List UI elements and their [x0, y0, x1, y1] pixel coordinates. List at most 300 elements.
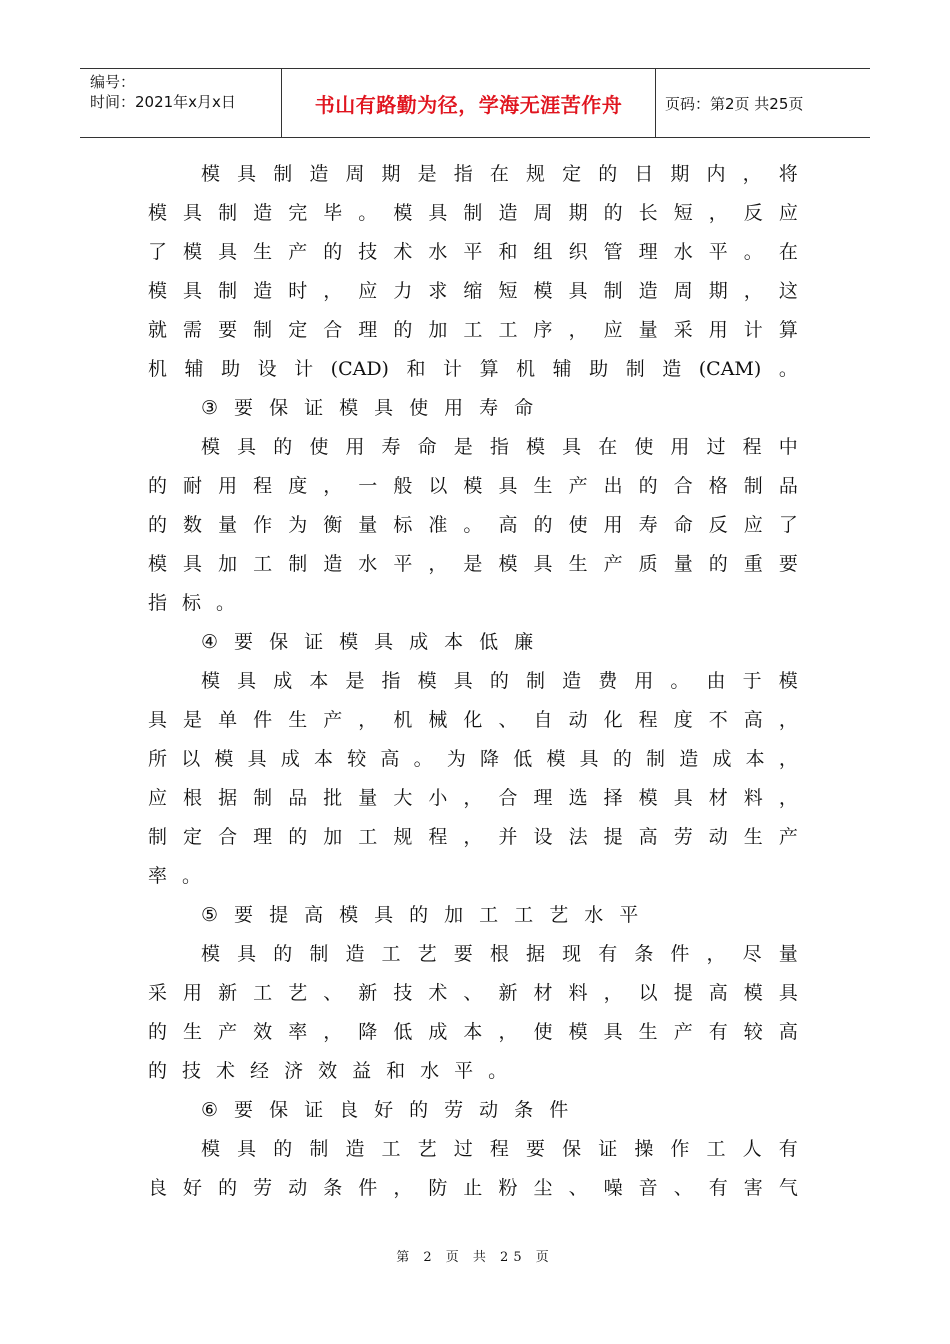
- text-char: 好: [183, 1177, 203, 1199]
- text-token: ④: [201, 631, 219, 653]
- text-char: 低: [479, 631, 499, 653]
- text-char: 作: [670, 1138, 690, 1160]
- text-char: 造: [662, 358, 682, 380]
- text-char: 量: [358, 787, 378, 809]
- text-char: 指: [381, 670, 401, 692]
- text-char: ，: [743, 280, 763, 302]
- body-line: [148, 355, 798, 394]
- text-char: 平: [708, 241, 728, 263]
- text-char: 一: [358, 475, 378, 497]
- text-char: 短: [498, 280, 518, 302]
- text-char: ，: [323, 1021, 343, 1043]
- text-char: 制: [646, 748, 666, 770]
- time-label: 时间：2021年x月x日: [90, 93, 236, 111]
- text-char: 具: [568, 280, 588, 302]
- text-char: 工: [463, 319, 483, 341]
- text-char: 制: [253, 787, 273, 809]
- text-char: 模: [743, 982, 763, 1004]
- text-char: 的: [409, 904, 429, 926]
- text-char: 程: [253, 475, 273, 497]
- text-char: ，: [498, 1021, 518, 1043]
- text-char: 的: [708, 553, 728, 575]
- text-char: 助: [589, 358, 609, 380]
- page-footer: 第 2 页 共 25 页: [396, 1250, 554, 1265]
- text-char: 加: [428, 319, 448, 341]
- section-heading: [148, 1096, 798, 1135]
- text-char: ，: [742, 163, 762, 185]
- text-char: 量: [673, 553, 693, 575]
- text-char: 生: [568, 553, 588, 575]
- text-char: 合: [673, 475, 693, 497]
- body-line: [148, 667, 798, 706]
- text-char: 证: [304, 631, 324, 653]
- text-char: 率: [288, 1021, 308, 1043]
- text-char: 量: [778, 943, 798, 965]
- text-char: 较: [743, 1021, 763, 1043]
- body-line: [148, 1174, 798, 1213]
- text-char: 度: [288, 475, 308, 497]
- text-char: 完: [288, 202, 308, 224]
- text-char: 定: [562, 163, 582, 185]
- text-char: ，: [463, 787, 483, 809]
- text-char: 为: [446, 748, 466, 770]
- text-char: 件: [253, 709, 273, 731]
- text-char: 理: [253, 826, 273, 848]
- text-char: 模: [339, 904, 359, 926]
- text-char: ，: [428, 553, 448, 575]
- text-char: 音: [638, 1177, 658, 1199]
- text-char: 应: [778, 202, 798, 224]
- text-char: 力: [393, 280, 413, 302]
- text-char: 模: [393, 202, 413, 224]
- text-char: 劳: [673, 826, 693, 848]
- text-char: 计: [743, 319, 763, 341]
- text-char: 水: [673, 241, 693, 263]
- text-char: 、: [568, 1177, 588, 1199]
- text-char: 技: [393, 982, 413, 1004]
- text-char: 理: [638, 241, 658, 263]
- text-char: 使: [634, 436, 654, 458]
- text-char: 中: [778, 436, 798, 458]
- text-char: 理: [358, 319, 378, 341]
- text-char: 程: [489, 1138, 509, 1160]
- text-char: 。: [463, 514, 483, 536]
- number-label: 编号：: [90, 73, 136, 91]
- text-char: ，: [778, 709, 798, 731]
- body-line: [148, 238, 798, 277]
- text-char: 。: [778, 358, 798, 380]
- body-line: [148, 316, 798, 355]
- text-char: 不: [708, 709, 728, 731]
- text-char: ，: [323, 475, 343, 497]
- text-char: 具: [237, 163, 257, 185]
- text-char: 制: [309, 1138, 329, 1160]
- text-char: ，: [708, 202, 728, 224]
- text-char: ，: [463, 826, 483, 848]
- text-char: 工: [253, 553, 273, 575]
- text-char: 在: [598, 436, 618, 458]
- text-char: 劳: [253, 1177, 273, 1199]
- text-char: 造: [345, 1138, 365, 1160]
- text-char: 制: [463, 202, 483, 224]
- text-char: 要: [234, 631, 254, 653]
- text-char: 新: [218, 982, 238, 1004]
- text-char: 具: [183, 202, 203, 224]
- text-char: 具: [579, 748, 599, 770]
- text-char: 工: [381, 1138, 401, 1160]
- text-char: 。: [182, 865, 202, 887]
- text-char: 制: [309, 943, 329, 965]
- text-char: 设: [533, 826, 553, 848]
- text-char: 模: [638, 787, 658, 809]
- text-char: 制: [743, 475, 763, 497]
- text-char: 水: [584, 904, 604, 926]
- text-char: 高: [638, 826, 658, 848]
- header-meta: [80, 69, 280, 137]
- text-char: 期: [568, 202, 588, 224]
- text-char: 造: [562, 670, 582, 692]
- text-char: 命: [417, 436, 437, 458]
- text-char: 的: [273, 1138, 293, 1160]
- text-char: 的: [148, 1060, 168, 1082]
- body-line: [148, 433, 798, 472]
- text-char: 用: [345, 436, 365, 458]
- text-char: 机: [516, 358, 536, 380]
- text-char: 制: [218, 280, 238, 302]
- body-line: [148, 940, 798, 979]
- body-line: [148, 1135, 798, 1174]
- text-char: 准: [428, 514, 448, 536]
- text-char: 要: [234, 1099, 254, 1121]
- text-char: 设: [257, 358, 277, 380]
- text-char: 过: [453, 1138, 473, 1160]
- text-char: 用: [670, 436, 690, 458]
- text-char: 单: [218, 709, 238, 731]
- text-char: 率: [148, 865, 168, 887]
- text-char: 械: [428, 709, 448, 731]
- text-char: 技: [182, 1060, 202, 1082]
- text-char: 。: [358, 202, 378, 224]
- text-char: 模: [148, 202, 168, 224]
- text-char: 材: [708, 787, 728, 809]
- text-char: 提: [673, 982, 693, 1004]
- text-char: 期: [381, 163, 401, 185]
- text-char: 低: [393, 1021, 413, 1043]
- text-char: 模: [533, 280, 553, 302]
- text-char: 的: [489, 670, 509, 692]
- text-char: 模: [148, 280, 168, 302]
- text-char: 加: [444, 904, 464, 926]
- text-token: ⑥: [201, 1099, 219, 1121]
- text-char: 耐: [183, 475, 203, 497]
- text-char: 机: [393, 709, 413, 731]
- text-char: 长: [638, 202, 658, 224]
- text-char: 具: [237, 943, 257, 965]
- body-line: [148, 745, 798, 784]
- text-char: 和: [498, 241, 518, 263]
- text-char: 模: [498, 553, 518, 575]
- text-char: 平: [393, 553, 413, 575]
- text-char: 采: [673, 319, 693, 341]
- text-char: 证: [598, 1138, 618, 1160]
- text-char: 并: [498, 826, 518, 848]
- text-char: 较: [347, 748, 367, 770]
- text-char: 用: [708, 319, 728, 341]
- text-char: 计: [443, 358, 463, 380]
- text-char: ，: [323, 280, 343, 302]
- text-char: 标: [393, 514, 413, 536]
- text-char: 了: [778, 514, 798, 536]
- text-char: 动: [568, 709, 588, 731]
- text-char: 产: [603, 553, 623, 575]
- text-char: 工: [498, 319, 518, 341]
- body-line: [148, 589, 798, 628]
- text-char: 保: [562, 1138, 582, 1160]
- text-char: 衡: [323, 514, 343, 536]
- text-char: 动: [708, 826, 728, 848]
- text-char: 。: [670, 670, 690, 692]
- text-char: 尽: [742, 943, 762, 965]
- text-char: 提: [603, 826, 623, 848]
- text-char: 的: [273, 943, 293, 965]
- text-char: 的: [638, 475, 658, 497]
- text-char: 量: [218, 514, 238, 536]
- text-char: 度: [673, 709, 693, 731]
- text-char: 。: [743, 241, 763, 263]
- text-char: 尘: [533, 1177, 553, 1199]
- text-char: 艺: [288, 982, 308, 1004]
- text-char: 周: [533, 202, 553, 224]
- text-char: 加: [218, 553, 238, 575]
- text-char: 根: [489, 943, 509, 965]
- text-char: 使: [309, 436, 329, 458]
- text-char: 噪: [603, 1177, 623, 1199]
- text-char: 本: [314, 748, 334, 770]
- text-char: 的: [603, 202, 623, 224]
- text-char: 周: [345, 163, 365, 185]
- text-char: 期: [708, 280, 728, 302]
- text-char: 模: [339, 397, 359, 419]
- text-char: 采: [148, 982, 168, 1004]
- text-char: 根: [183, 787, 203, 809]
- text-char: 和: [406, 358, 426, 380]
- text-char: 平: [619, 904, 639, 926]
- text-char: 造: [253, 280, 273, 302]
- text-char: 高: [778, 1021, 798, 1043]
- text-char: 短: [673, 202, 693, 224]
- text-char: 制: [625, 358, 645, 380]
- text-char: 模: [183, 241, 203, 263]
- text-char: 程: [428, 826, 448, 848]
- text-char: 小: [428, 787, 448, 809]
- text-char: 制: [288, 553, 308, 575]
- text-char: 化: [463, 709, 483, 731]
- text-char: 费: [598, 670, 618, 692]
- text-char: 术: [216, 1060, 236, 1082]
- text-char: 格: [708, 475, 728, 497]
- text-char: 指: [148, 592, 168, 614]
- text-char: 品: [778, 475, 798, 497]
- text-char: 求: [428, 280, 448, 302]
- text-char: 气: [778, 1177, 798, 1199]
- text-char: 模: [778, 670, 798, 692]
- text-char: 新: [358, 982, 378, 1004]
- text-char: 本: [463, 1021, 483, 1043]
- text-char: 降: [480, 748, 500, 770]
- text-char: 的: [148, 514, 168, 536]
- text-char: 自: [533, 709, 553, 731]
- text-char: 的: [218, 1177, 238, 1199]
- text-char: 反: [708, 514, 728, 536]
- text-char: 模: [214, 748, 234, 770]
- text-token: ⑤: [201, 904, 219, 926]
- text-char: 益: [352, 1060, 372, 1082]
- text-char: 。: [488, 1060, 508, 1082]
- text-char: 具: [183, 553, 203, 575]
- body-line: [148, 277, 798, 316]
- text-char: 理: [533, 787, 553, 809]
- text-char: 产: [778, 826, 798, 848]
- text-char: 有: [778, 1138, 798, 1160]
- text-char: 生: [638, 1021, 658, 1043]
- text-char: 周: [673, 280, 693, 302]
- text-char: 有: [708, 1021, 728, 1043]
- text-char: 规: [525, 163, 545, 185]
- text-char: 术: [393, 241, 413, 263]
- text-char: 模: [201, 670, 221, 692]
- text-char: 应: [743, 514, 763, 536]
- body-text: [148, 160, 798, 1213]
- text-char: 是: [463, 553, 483, 575]
- document-header: [80, 68, 870, 138]
- text-char: 料: [743, 787, 763, 809]
- text-char: 、: [673, 1177, 693, 1199]
- header-motto: 书山有路勤为径，学海无涯苦作舟: [281, 69, 656, 137]
- text-char: 工: [514, 904, 534, 926]
- text-char: 具: [183, 280, 203, 302]
- text-char: 标: [182, 592, 202, 614]
- text-char: 降: [358, 1021, 378, 1043]
- text-char: 管: [603, 241, 623, 263]
- text-char: 制: [253, 319, 273, 341]
- text-char: 具: [148, 709, 168, 731]
- text-char: 造: [323, 553, 343, 575]
- text-char: 的: [409, 1099, 429, 1121]
- text-char: 。: [413, 748, 433, 770]
- text-char: 水: [428, 241, 448, 263]
- body-line: [148, 862, 798, 901]
- text-char: 技: [358, 241, 378, 263]
- text-char: 合: [498, 787, 518, 809]
- text-char: 良: [339, 1099, 359, 1121]
- text-char: 、: [323, 982, 343, 1004]
- text-char: 保: [269, 397, 289, 419]
- text-char: 定: [288, 319, 308, 341]
- text-char: 造: [309, 163, 329, 185]
- text-char: 过: [706, 436, 726, 458]
- text-char: 算: [479, 358, 499, 380]
- text-char: 新: [498, 982, 518, 1004]
- text-char: ，: [603, 982, 623, 1004]
- text-char: 生: [183, 1021, 203, 1043]
- text-char: 高: [708, 982, 728, 1004]
- text-char: 组: [533, 241, 553, 263]
- text-char: 低: [513, 748, 533, 770]
- text-char: 造: [638, 280, 658, 302]
- text-char: 毕: [323, 202, 343, 224]
- text-char: 操: [634, 1138, 654, 1160]
- text-char: 使: [568, 514, 588, 536]
- text-char: 选: [568, 787, 588, 809]
- text-char: ，: [706, 943, 726, 965]
- text-char: 具: [374, 631, 394, 653]
- text-char: 是: [453, 436, 473, 458]
- text-char: 般: [393, 475, 413, 497]
- text-char: 以: [428, 475, 448, 497]
- text-char: 以: [181, 748, 201, 770]
- text-char: 成: [280, 748, 300, 770]
- text-char: 工: [706, 1138, 726, 1160]
- text-char: 人: [742, 1138, 762, 1160]
- text-char: 内: [706, 163, 726, 185]
- text-char: 好: [374, 1099, 394, 1121]
- text-char: 由: [706, 670, 726, 692]
- text-char: 要: [218, 319, 238, 341]
- text-char: 的: [612, 748, 632, 770]
- text-char: 序: [533, 319, 553, 341]
- text-char: 制: [603, 280, 623, 302]
- text-char: 动: [288, 1177, 308, 1199]
- text-char: 水: [420, 1060, 440, 1082]
- text-char: 具: [237, 670, 257, 692]
- text-char: 在: [778, 241, 798, 263]
- text-char: 日: [634, 163, 654, 185]
- text-char: 艺: [417, 943, 437, 965]
- text-char: 工: [253, 982, 273, 1004]
- text-token: (CAM): [698, 358, 762, 380]
- text-char: 量: [358, 514, 378, 536]
- text-char: 数: [183, 514, 203, 536]
- text-char: 反: [743, 202, 763, 224]
- text-char: 指: [489, 436, 509, 458]
- text-char: 模: [417, 670, 437, 692]
- text-char: 具: [237, 436, 257, 458]
- text-char: 的: [393, 319, 413, 341]
- text-char: 具: [374, 397, 394, 419]
- text-char: 量: [638, 319, 658, 341]
- text-char: 出: [603, 475, 623, 497]
- text-char: 成: [428, 1021, 448, 1043]
- text-char: 具: [533, 553, 553, 575]
- text-char: 成: [712, 748, 732, 770]
- text-char: 产: [288, 241, 308, 263]
- text-char: 高: [743, 709, 763, 731]
- text-char: 产: [323, 709, 343, 731]
- text-char: 粉: [498, 1177, 518, 1199]
- text-char: 模: [339, 631, 359, 653]
- text-char: 程: [742, 436, 762, 458]
- text-char: 制: [525, 670, 545, 692]
- text-char: 期: [670, 163, 690, 185]
- text-char: 助: [221, 358, 241, 380]
- text-char: 模: [201, 436, 221, 458]
- text-char: 缩: [463, 280, 483, 302]
- text-char: 具: [247, 748, 267, 770]
- text-char: 以: [638, 982, 658, 1004]
- text-char: 有: [708, 1177, 728, 1199]
- text-char: 工: [479, 904, 499, 926]
- text-char: 具: [428, 202, 448, 224]
